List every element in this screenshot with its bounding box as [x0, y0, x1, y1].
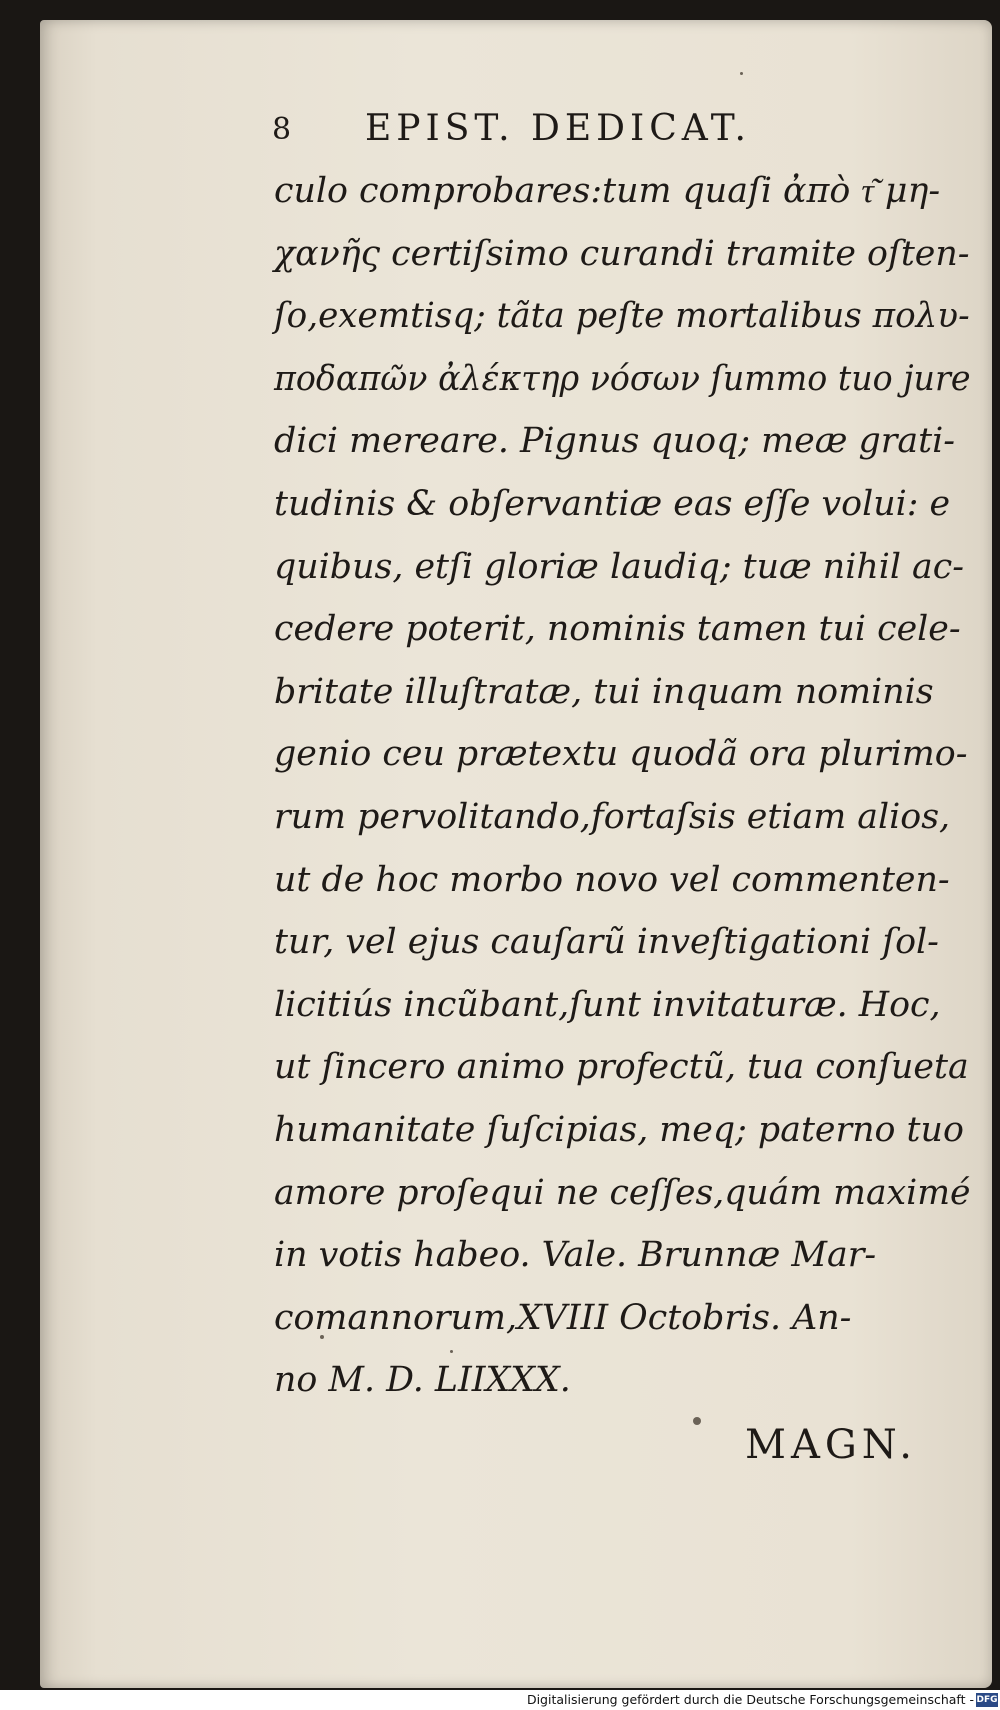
text-line: comannorum,XVIII Octobris. An- [274, 1297, 852, 1338]
text-line: cedere poterit, nominis tamen tui cele- [274, 609, 961, 650]
dfg-logo: DFG [976, 1695, 998, 1705]
paper-speck [693, 1417, 701, 1425]
text-line: no M. D. LIIXXX. [274, 1360, 571, 1401]
text-line: quibus, etſi gloriæ laudiq; tuæ nihil ac- [274, 546, 965, 587]
text-line: culo comprobares:tum quaſi ἀπὸ τ͂ μη- [274, 171, 941, 211]
text-line: tudinis & obſervantiæ eas eſſe volui: e [274, 483, 951, 524]
text-line: ποδαπῶν ἀλέκτηρ νόσων ſummo tuo jure [274, 358, 971, 399]
text-line: licitiús incũbant,ſunt invitaturæ. Hoc, [274, 984, 941, 1025]
digitization-footer [0, 1690, 1000, 1710]
funding-credit: Digitalisierung gefördert durch die Deutsche Forschungsgemeinschaft - [526, 1692, 974, 1707]
text-line: genio ceu prætextu quodã ora plurimo- [274, 734, 968, 775]
text-line: χανῆς certiſsimo curandi tramite oſten- [274, 233, 970, 274]
text-line: rum pervolitando,fortaſsis etiam alios, [274, 796, 951, 837]
text-line: tur, vel ejus cauſarũ inveſtigationi ſol- [274, 922, 939, 963]
text-line: ut ſincero animo profectũ, tua conſueta [274, 1047, 969, 1088]
catchword: MAGN. [745, 1422, 917, 1468]
text-line: dici mereare. Pignus quoq; meæ grati- [274, 421, 955, 462]
text-line: ut de hoc morbo novo vel commenten- [274, 859, 950, 900]
text-line: amore proſequi ne ceſſes,quám maximé [274, 1172, 971, 1213]
text-line: in votis habeo. Vale. Brunnæ Mar- [274, 1235, 877, 1276]
text-line: ſo,exemtisq; tãta peſte mortalibus πολυ- [274, 296, 970, 337]
text-line: britate illuſtratæ, tui inquam nominis [274, 671, 934, 712]
dedication-text [274, 160, 974, 1412]
paper-speck [740, 72, 743, 75]
text-line: humanitate ſuſcipias, meq; paterno tuo [274, 1109, 964, 1150]
page-number: 8 [272, 112, 292, 147]
running-title: EPIST. DEDICAT. [365, 108, 751, 149]
